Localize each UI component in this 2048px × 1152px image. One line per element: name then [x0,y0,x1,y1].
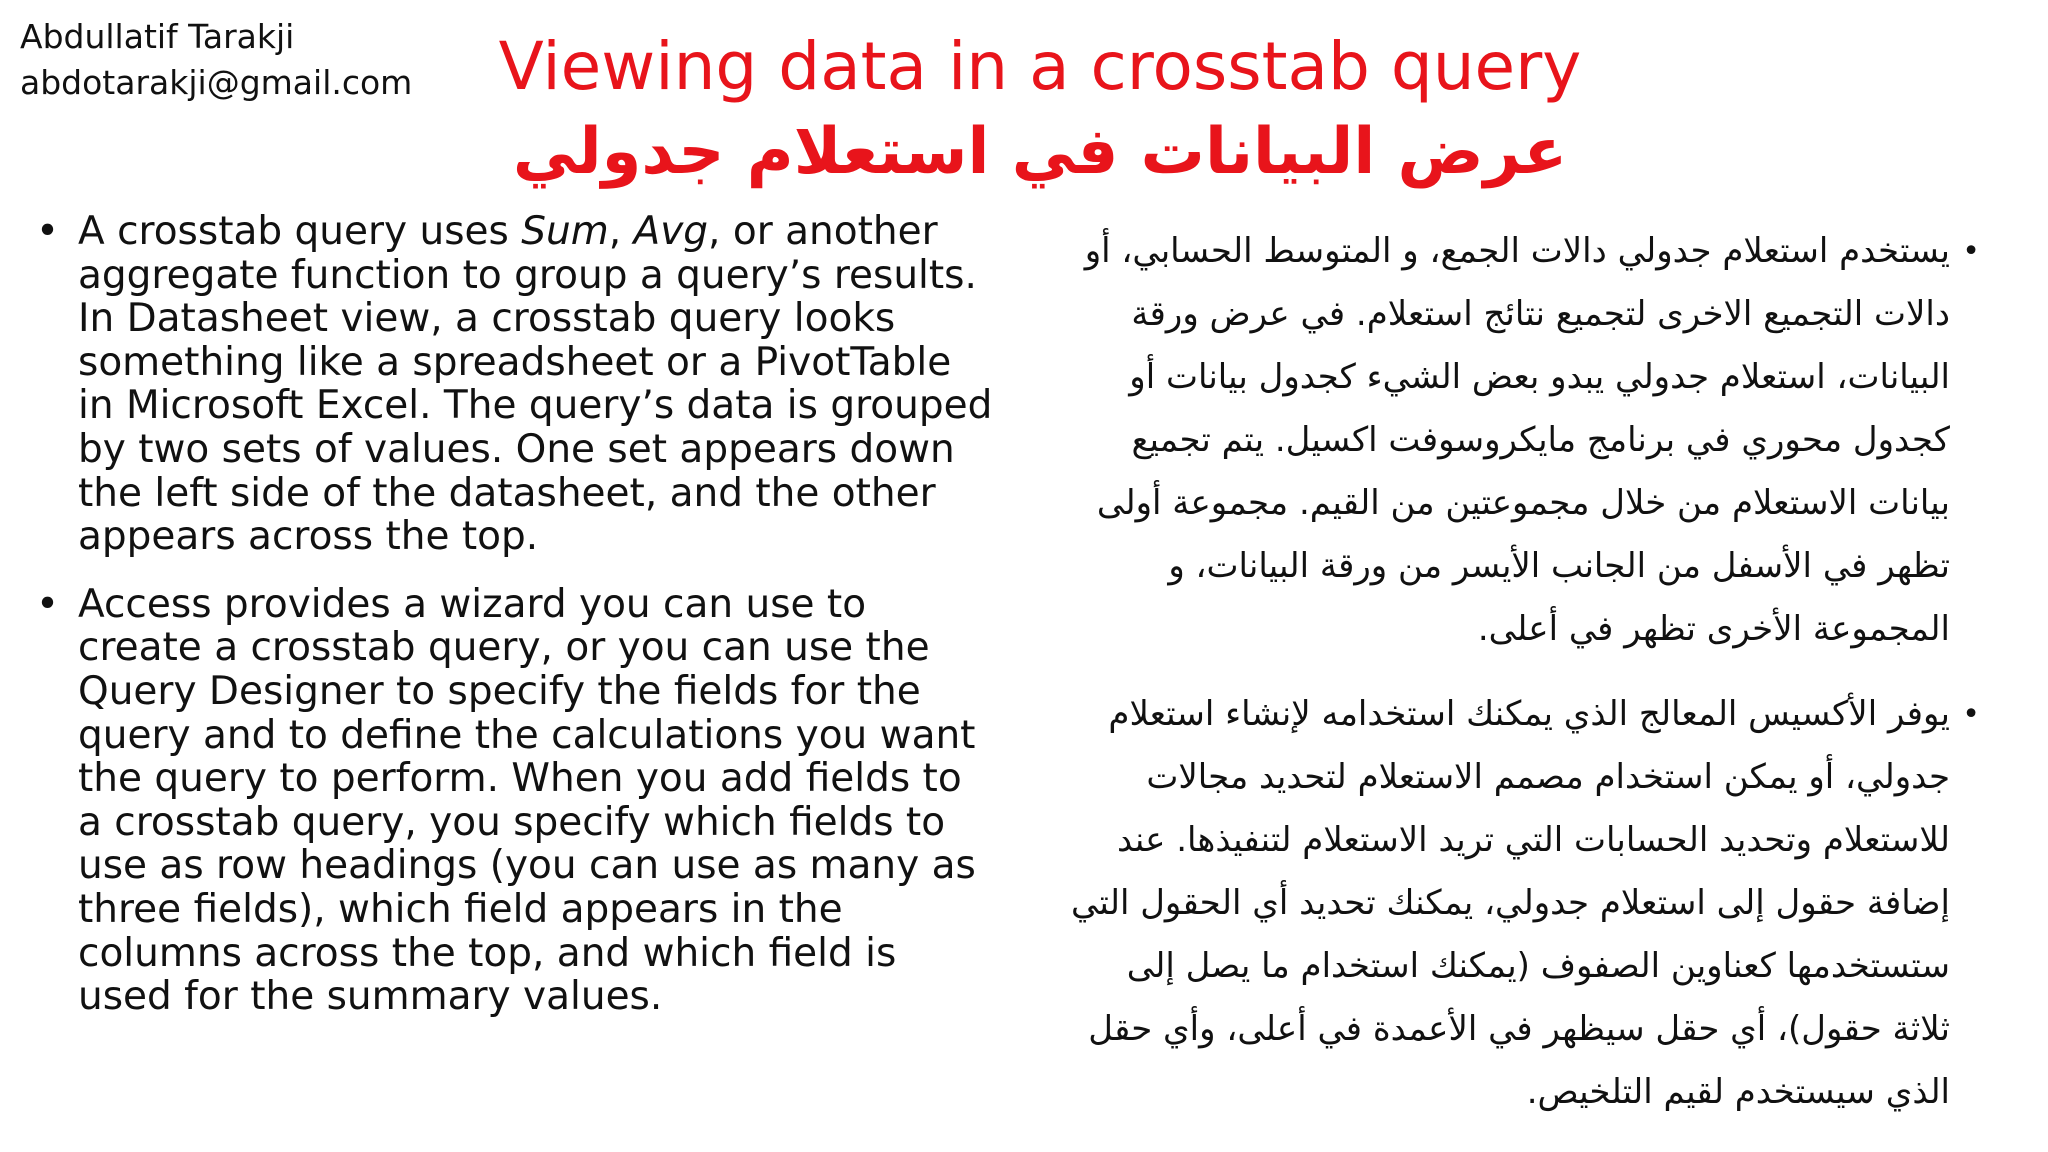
bullet-icon: • [36,209,60,254]
bullet-icon: • [1962,234,1980,269]
arabic-bullet-1 [1060,220,1980,661]
author-info [20,14,412,106]
sum-term: Sum [521,209,609,254]
title-arabic: عرض البيانات في استعلام جدولي [512,115,1568,189]
bullet-icon: • [1962,697,1980,732]
english-bullet-1-comma: , [608,209,634,254]
avg-term: Avg [633,209,709,254]
english-column [36,210,996,1019]
arabic-bullet-2 [1060,683,1980,1124]
title-english: Viewing data in a crosstab query [498,28,1582,105]
author-name: Abdullatif Tarakji [20,17,295,56]
arabic-bullet-2-text: يوفر الأكسيس المعالج الذي يمكنك استخدامه لإنشاء استعلام جدولي، أو يمكن استخدام مصمم الاستعلام لتحديد مجالات للاستعلام وتحديد الحسابات التي تريد الاستعلام لتنفيذها. عند إضافة حقول إلى استعلام جدولي، يمكنك تحديد أي الحقول التي ستستخدمها كعناوين الصفوف (يمكنك استخدام ما يصل إلى ثلاثة حقول)، أي حقل سيظهر في الأعمدة في أعلى، وأي حقل الذي سيستخدم لقيم التلخيص. [1070,694,1950,1112]
english-bullet-1-text-start: A crosstab query uses [78,209,522,254]
bullet-icon: • [36,581,60,627]
arabic-column [1060,220,1980,1124]
english-bullet-2-text: Access provides a wizard you can use to create a crosstab query, or you can use the Query Designer to specify the fields for the query and to define the calculations you want the query to perform. When you add fields to a crosstab query, you specify which fields to use as row headings (you can use as many as three fields), which field appears in the columns across the top, and which field is used for the summary values. [78,581,976,1020]
author-email: abdotarakji@gmail.com [20,63,413,102]
english-bullet-1 [36,210,996,559]
english-bullet-2 [36,583,996,1019]
arabic-bullet-1-text: يستخدم استعلام جدولي دالات الجمع، و المتوسط الحسابي، أو دالات التجميع الاخرى لتجميع نتائج استعلام. في عرض ورقة البيانات، استعلام جدولي يبدو بعض الشيء كجدول بيانات أو كجدول محوري في برنامج مايكروسوفت اكسيل. يتم تجميع بيانات الاستعلام من خلال مجموعتين من القيم. مجموعة أولى تظهر في الأسفل من الجانب الأيسر من ورقة البيانات، و المجموعة الأخرى تظهر في أعلى. [1084,231,1950,649]
english-bullet-1-text-end: , or another aggregate function to group a query’s results. In Datasheet view, a crosstab query looks something like a spreadsheet or a PivotTable in Microsoft Excel. The query’s data is grouped by two sets of values. One set appears down the left side of the datasheet, and the other appears across the top. [78,209,993,560]
